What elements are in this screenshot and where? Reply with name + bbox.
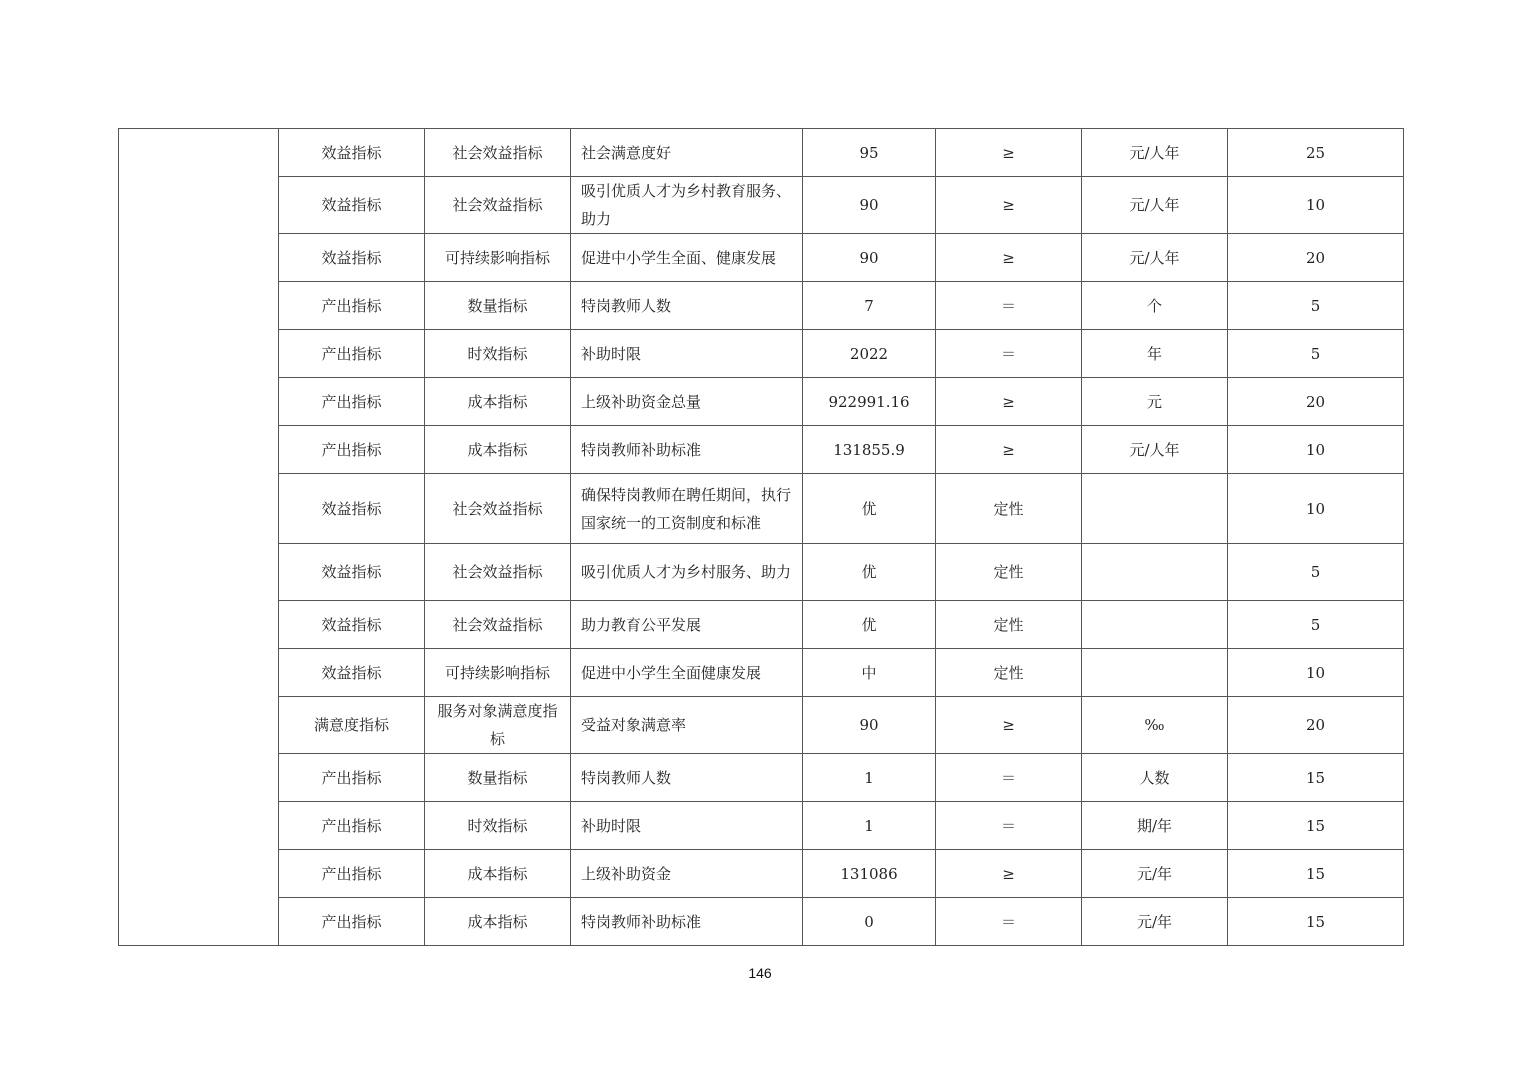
level2-indicator-cell: 数量指标 (425, 754, 571, 802)
table-row (119, 129, 1404, 177)
target-value-cell: 95 (803, 129, 936, 177)
level2-indicator-cell: 时效指标 (425, 330, 571, 378)
operator-cell: 定性 (936, 474, 1082, 544)
level2-indicator-cell: 社会效益指标 (425, 129, 571, 177)
level2-indicator-cell: 成本指标 (425, 426, 571, 474)
weight-cell: 15 (1228, 754, 1404, 802)
indicator-name-cell: 确保特岗教师在聘任期间，执行国家统一的工资制度和标准 (571, 474, 803, 544)
weight-cell: 10 (1228, 649, 1404, 697)
weight-cell: 20 (1228, 697, 1404, 754)
weight-cell: 5 (1228, 544, 1404, 601)
operator-cell: 定性 (936, 601, 1082, 649)
operator-cell: ＝ (936, 754, 1082, 802)
indicator-name-cell: 上级补助资金总量 (571, 378, 803, 426)
level2-indicator-cell: 社会效益指标 (425, 474, 571, 544)
weight-cell: 20 (1228, 378, 1404, 426)
unit-cell: 元/人年 (1082, 426, 1228, 474)
unit-cell: 元/人年 (1082, 129, 1228, 177)
indicator-name-cell: 特岗教师人数 (571, 282, 803, 330)
unit-cell: 个 (1082, 282, 1228, 330)
indicator-name-cell: 促进中小学生全面健康发展 (571, 649, 803, 697)
operator-cell: ≥ (936, 426, 1082, 474)
level2-indicator-cell: 数量指标 (425, 282, 571, 330)
operator-cell: ≥ (936, 697, 1082, 754)
unit-cell (1082, 544, 1228, 601)
operator-cell: 定性 (936, 649, 1082, 697)
target-value-cell: 90 (803, 234, 936, 282)
table-body (119, 129, 1404, 946)
level1-indicator-cell: 效益指标 (279, 601, 425, 649)
indicator-name-cell: 特岗教师补助标准 (571, 426, 803, 474)
target-value-cell: 优 (803, 544, 936, 601)
table-row (119, 330, 1404, 378)
table-row (119, 850, 1404, 898)
indicator-name-cell: 吸引优质人才为乡村教育服务、助力 (571, 177, 803, 234)
operator-cell: ＝ (936, 898, 1082, 946)
target-value-cell: 131855.9 (803, 426, 936, 474)
table-row (119, 649, 1404, 697)
weight-cell: 5 (1228, 282, 1404, 330)
weight-cell: 10 (1228, 177, 1404, 234)
level2-indicator-cell: 社会效益指标 (425, 601, 571, 649)
operator-cell: ≥ (936, 129, 1082, 177)
level1-indicator-cell: 产出指标 (279, 330, 425, 378)
page-number: 146 (748, 965, 772, 981)
performance-indicator-table (118, 128, 1404, 946)
level2-indicator-cell: 成本指标 (425, 378, 571, 426)
level2-indicator-cell: 成本指标 (425, 898, 571, 946)
unit-cell (1082, 649, 1228, 697)
level1-indicator-cell: 产出指标 (279, 282, 425, 330)
operator-cell: 定性 (936, 544, 1082, 601)
indicator-name-cell: 社会满意度好 (571, 129, 803, 177)
table-row (119, 474, 1404, 544)
level2-indicator-cell: 社会效益指标 (425, 544, 571, 601)
unit-cell: ‰ (1082, 697, 1228, 754)
operator-cell: ≥ (936, 234, 1082, 282)
level2-indicator-cell: 时效指标 (425, 802, 571, 850)
unit-cell: 元/人年 (1082, 234, 1228, 282)
level1-indicator-cell: 满意度指标 (279, 697, 425, 754)
weight-cell: 5 (1228, 601, 1404, 649)
target-value-cell: 中 (803, 649, 936, 697)
target-value-cell: 优 (803, 474, 936, 544)
target-value-cell: 1 (803, 754, 936, 802)
weight-cell: 5 (1228, 330, 1404, 378)
weight-cell: 15 (1228, 802, 1404, 850)
indicator-name-cell: 助力教育公平发展 (571, 601, 803, 649)
operator-cell: ＝ (936, 330, 1082, 378)
target-value-cell: 90 (803, 697, 936, 754)
target-value-cell: 0 (803, 898, 936, 946)
operator-cell: ＝ (936, 282, 1082, 330)
table-row (119, 697, 1404, 754)
level1-indicator-cell: 效益指标 (279, 234, 425, 282)
target-value-cell: 1 (803, 802, 936, 850)
unit-cell: 人数 (1082, 754, 1228, 802)
indicator-name-cell: 特岗教师人数 (571, 754, 803, 802)
indicator-name-cell: 促进中小学生全面、健康发展 (571, 234, 803, 282)
table-row (119, 282, 1404, 330)
level2-indicator-cell: 可持续影响指标 (425, 649, 571, 697)
unit-cell: 年 (1082, 330, 1228, 378)
level1-indicator-cell: 效益指标 (279, 474, 425, 544)
table-row (119, 426, 1404, 474)
unit-cell: 元/人年 (1082, 177, 1228, 234)
indicator-name-cell: 上级补助资金 (571, 850, 803, 898)
target-value-cell: 7 (803, 282, 936, 330)
target-value-cell: 2022 (803, 330, 936, 378)
operator-cell: ≥ (936, 177, 1082, 234)
level1-indicator-cell: 效益指标 (279, 129, 425, 177)
weight-cell: 25 (1228, 129, 1404, 177)
level1-indicator-cell: 产出指标 (279, 754, 425, 802)
level2-indicator-cell: 社会效益指标 (425, 177, 571, 234)
table-row (119, 378, 1404, 426)
level1-indicator-cell: 产出指标 (279, 802, 425, 850)
indicator-name-cell: 补助时限 (571, 330, 803, 378)
unit-cell: 元/年 (1082, 898, 1228, 946)
table-row (119, 802, 1404, 850)
unit-cell: 元 (1082, 378, 1228, 426)
level1-indicator-cell: 效益指标 (279, 544, 425, 601)
target-value-cell: 90 (803, 177, 936, 234)
indicator-name-cell: 受益对象满意率 (571, 697, 803, 754)
indicator-name-cell: 补助时限 (571, 802, 803, 850)
level1-indicator-cell: 效益指标 (279, 649, 425, 697)
level2-indicator-cell: 可持续影响指标 (425, 234, 571, 282)
unit-cell (1082, 601, 1228, 649)
table-row (119, 544, 1404, 601)
table-row (119, 234, 1404, 282)
operator-cell: ＝ (936, 802, 1082, 850)
table-row (119, 601, 1404, 649)
unit-cell: 元/年 (1082, 850, 1228, 898)
weight-cell: 15 (1228, 850, 1404, 898)
target-value-cell: 优 (803, 601, 936, 649)
operator-cell: ≥ (936, 850, 1082, 898)
unit-cell: 期/年 (1082, 802, 1228, 850)
target-value-cell: 131086 (803, 850, 936, 898)
weight-cell: 15 (1228, 898, 1404, 946)
indicator-name-cell: 特岗教师补助标准 (571, 898, 803, 946)
level1-indicator-cell: 产出指标 (279, 850, 425, 898)
weight-cell: 10 (1228, 426, 1404, 474)
table-row (119, 754, 1404, 802)
level1-indicator-cell: 产出指标 (279, 898, 425, 946)
level2-indicator-cell: 成本指标 (425, 850, 571, 898)
unit-cell (1082, 474, 1228, 544)
operator-cell: ≥ (936, 378, 1082, 426)
level1-indicator-cell: 产出指标 (279, 378, 425, 426)
table-row (119, 177, 1404, 234)
level2-indicator-cell: 服务对象满意度指标 (425, 697, 571, 754)
weight-cell: 20 (1228, 234, 1404, 282)
table-row (119, 898, 1404, 946)
target-value-cell: 922991.16 (803, 378, 936, 426)
level1-indicator-cell: 效益指标 (279, 177, 425, 234)
level1-indicator-cell: 产出指标 (279, 426, 425, 474)
merged-blank-cell (119, 129, 279, 946)
indicator-name-cell: 吸引优质人才为乡村服务、助力 (571, 544, 803, 601)
weight-cell: 10 (1228, 474, 1404, 544)
